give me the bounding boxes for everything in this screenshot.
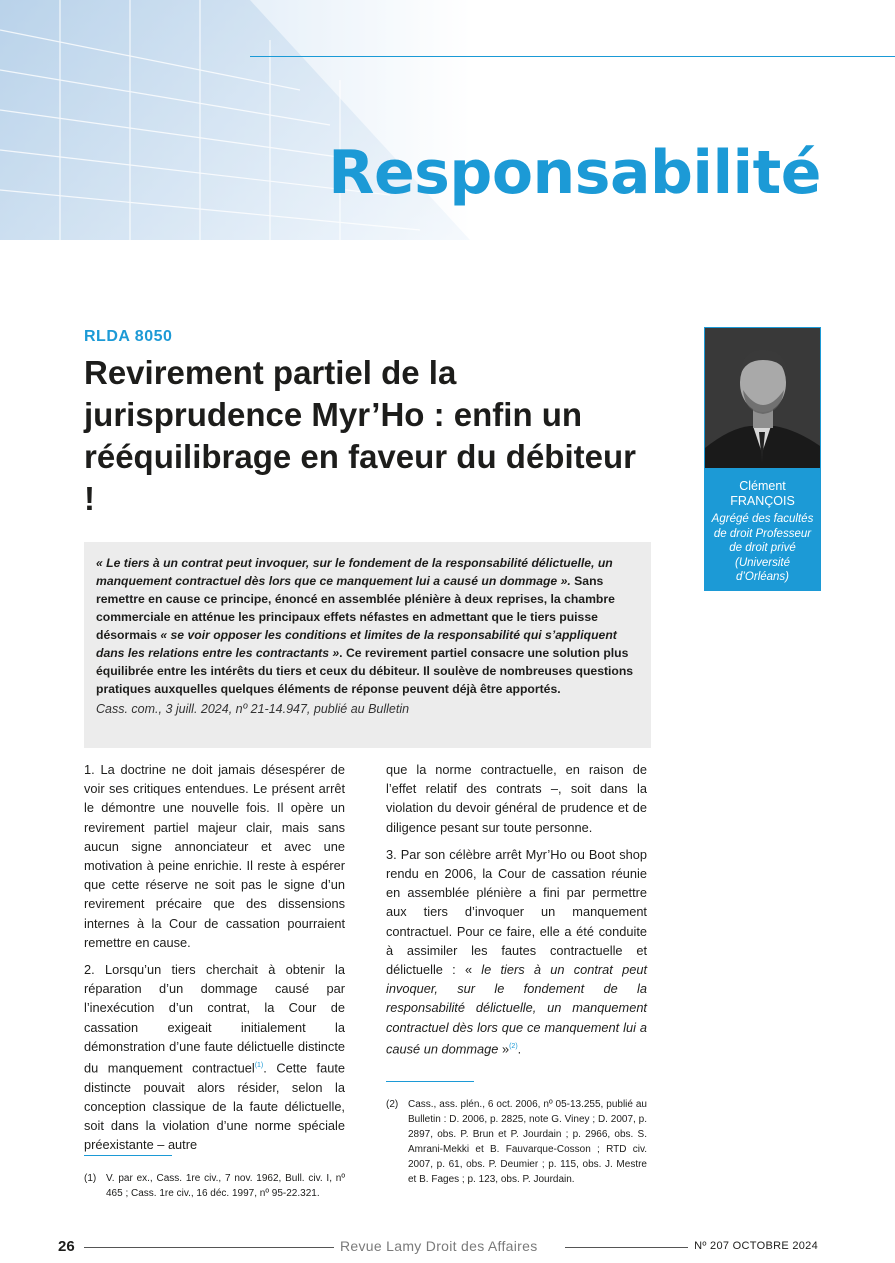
footnote-1 — [84, 1171, 345, 1201]
footnote-2 — [386, 1097, 647, 1187]
footnote-2-number: (2) — [386, 1099, 399, 1110]
footer-rule-left — [84, 1247, 334, 1248]
article-reference: RLDA 8050 — [84, 328, 173, 345]
abstract-text — [96, 554, 643, 698]
author-info — [704, 469, 821, 591]
author-affiliation: Agrégé des facultés de droit Professeur de droit privé (Université d’Orléans) — [711, 513, 814, 583]
body-column-right — [386, 760, 647, 1066]
header-rule — [250, 56, 895, 57]
footnote-1-text: V. par ex., Cass. 1re civ., 7 nov. 1962, Bull. civ. I, nº 465 ; Cass. 1re civ., 16 déc. 1997, nº 95-22.321. — [106, 1173, 345, 1199]
publication-name: Revue Lamy Droit des Affaires — [340, 1238, 538, 1254]
footnote-rule-left — [84, 1155, 172, 1156]
page-number: 26 — [58, 1238, 75, 1255]
issue-info: Nº 207 OCTOBRE 2024 — [694, 1240, 818, 1252]
abstract-citation: Cass. com., 3 juill. 2024, nº 21-14.947, publié au Bulletin — [96, 702, 410, 716]
body-column-left — [84, 760, 345, 1162]
paragraph-3-text-b: » — [498, 1041, 510, 1057]
abstract-text-2: . Ce revirement partiel consacre une solution plus équilibrée entre les intérêts du tiers et ceux du débiteur. Il soulève de nombreuses questions pratiques auxquelles quelques éléments de réponse peuvent déjà être apportés. — [96, 646, 634, 696]
paragraph-3-text-c: . — [517, 1041, 522, 1057]
section-title: Responsabilité — [328, 138, 821, 208]
paragraph-1: 1. La doctrine ne doit jamais désespérer de voir ses critiques entendues. Le présent arrêt le démontre une nouvelle fois. Il opère un revirement partiel majeur clair, mais sans aucun signe annonciateur et avec une motivation à peine enrichie. Il reste à espérer que cette réserve ne soit pas le signe d’un revirement précaire que des dissensions internes à la Cour de cassation pourraient remettre en cause. — [84, 762, 345, 950]
abstract-quote-2: « se voir opposer les conditions et limites de la responsabilité qui s’appliquent dans les relations entre les contractants » — [96, 628, 617, 660]
author-photo — [704, 327, 821, 469]
footer-rule-right — [565, 1247, 688, 1248]
paragraph-2 — [84, 960, 345, 1154]
paragraph-3 — [386, 845, 647, 1059]
footnote-rule-right — [386, 1081, 474, 1082]
paragraph-3-quote: le tiers à un contrat peut invoquer, sur le fondement de la responsabilité délictuelle, un manquement contractuel dès lors que ce manquement lui a causé un dommage — [386, 962, 647, 1057]
author-last-name: FRANÇOIS — [730, 494, 795, 508]
abstract-text-1: Sans remettre en cause ce principe, énoncé en assemblée plénière à deux reprises, la chambre commerciale en atténue les principaux effets néfastes en admettant que le tiers puisse désormais — [96, 574, 615, 642]
footnote-ref-1[interactable]: (1) — [254, 1062, 264, 1070]
author-first-name: Clément — [739, 479, 786, 493]
paragraph-3-text-a: 3. Par son célèbre arrêt Myr’Ho ou Boot shop rendu en 2006, la Cour de cassation réunie en assemblée plénière a fini par permettre aux tiers d’invoquer un manquement contractuel. Pour ce faire, elle a été conduite à assimiler les fautes contractuelle et délictuelle : « — [386, 846, 647, 978]
author-card — [704, 327, 821, 591]
paragraph-2-continued: que la norme contractuelle, en raison de l’effet relatif des contrats –, soit dans la violation du devoir général de prudence et de diligence pesant sur toute personne. — [386, 762, 647, 835]
abstract-box — [84, 542, 651, 748]
paragraph-2-text-a: 2. Lorsqu’un tiers cherchait à obtenir la réparation d’un dommage causé par l’inexécution d’un contrat, la Cour de cassation exigeait initialement la démonstration d’une faute délictuelle distincte du manquement contractuel — [84, 962, 345, 1076]
abstract-quote: « Le tiers à un contrat peut invoquer, sur le fondement de la responsabilité délictuelle, un manquement contractuel dès lors que ce manquement lui a causé un dommage ». — [96, 556, 613, 588]
footnote-2-text: Cass., ass. plén., 6 oct. 2006, nº 05-13.255, publié au Bulletin : D. 2006, p. 2825, note G. Viney ; D. 2007, p. 2897, obs. P. Brun et P. Jourdain ; p. 2966, obs. S. Amrani-Mekki et B. Fauvarque-Cosson ; RTD civ. 2007, p. 61, obs. P. Deumier ; p. 115, obs. J. Mestre et B. Fages ; p. 123, obs. P. Jourdain. — [408, 1099, 647, 1185]
footnote-ref-2[interactable]: (2) — [509, 1042, 518, 1050]
paragraph-2-text-b: . Cette faute distincte pouvait alors résider, selon la conception classique de la faute délictuelle, soit dans la violation d’une norme spéciale préexistante – autre — [84, 1060, 346, 1153]
page-footer — [58, 1238, 818, 1258]
footnote-1-number: (1) — [84, 1173, 97, 1184]
article-title: Revirement partiel de la jurisprudence Myr’Ho : enfin un rééquilibrage en faveur du débiteur ! — [84, 354, 636, 517]
